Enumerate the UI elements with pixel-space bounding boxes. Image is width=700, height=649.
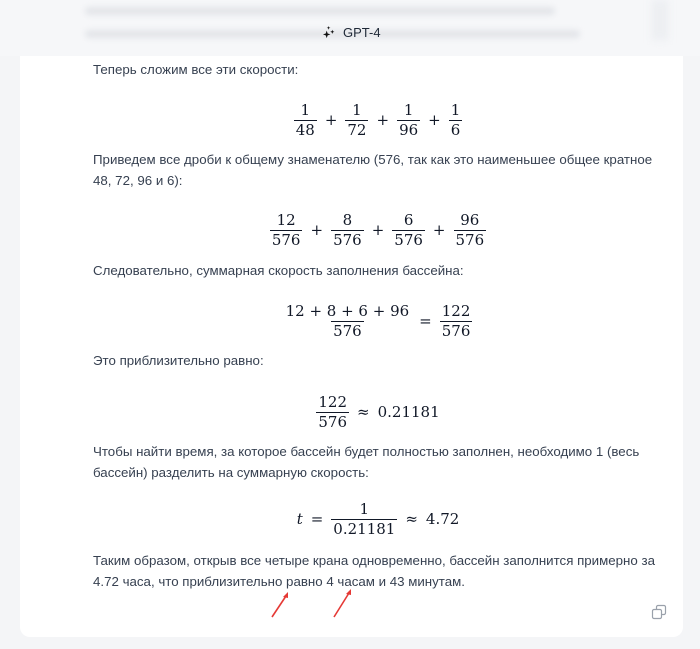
equation-sum-fractions: $\frac{1}{48}$ + $\frac{1}{72}$ + $\frac{1}{96}$ + $\frac{1}{6}$ — [295, 101, 461, 139]
fraction: $\frac{96}{576}$ — [455, 211, 485, 249]
equation-approx: $\frac{122}{576}$ ≈ 0.21181 — [318, 393, 440, 431]
paragraph-time-intro: Чтобы найти время, за которое бассейн будет полностью заполнен, необходимо 1 (весь бассейн) разделить на суммарную скорость: — [93, 444, 640, 480]
fraction: $\frac{1}{72}$ — [347, 101, 367, 139]
fraction: $\frac{122}{576}$ — [318, 393, 348, 431]
model-selector[interactable] — [322, 25, 381, 40]
paragraph-intro-sum: Теперь сложим все эти скорости: — [93, 62, 299, 77]
assistant-message-card — [20, 56, 683, 637]
sparkles-icon — [322, 25, 337, 40]
chat-header — [0, 0, 700, 56]
fraction: $\frac{122}{576}$ — [441, 302, 471, 340]
fraction: $\frac{1}{6}$ — [450, 101, 461, 139]
time-value: 4.72 — [425, 510, 460, 528]
paragraph-total-speed: Следовательно, суммарная скорость заполнения бассейна: — [93, 263, 464, 278]
fraction: $\frac{6}{576}$ — [394, 211, 423, 249]
fraction: $\frac{8}{576}$ — [333, 211, 362, 249]
time-variable: t — [296, 510, 303, 528]
equation-time: t = $\frac{1}{0.21181}$ ≈ 4.72 — [296, 500, 460, 538]
approx-value: 0.21181 — [377, 403, 440, 421]
blurred-list-item — [85, 7, 555, 15]
paragraph-approx: Это приблизительно равно: — [93, 353, 264, 368]
fraction: $\frac{1}{96}$ — [399, 101, 419, 139]
equation-total: $\frac{12 + 8 + 6 + 96}{576}$ = $\frac{122}{576}$ — [285, 302, 471, 340]
paragraph-common-denominator: Приведем все дроби к общему знаменателю (576, так как это наименьшее общее кратное 48, 72, 96 и 6): — [93, 152, 653, 188]
equation-common-fractions: $\frac{12}{576}$ + $\frac{8}{576}$ + $\frac{6}{576}$ + $\frac{96}{576}$ — [271, 211, 485, 249]
blurred-scrollbar — [652, 0, 668, 40]
model-name: GPT-4 — [343, 25, 381, 40]
fraction: $\frac{1}{48}$ — [295, 101, 315, 139]
fraction: $\frac{1}{0.21181}$ — [333, 500, 396, 538]
copy-icon[interactable] — [651, 604, 667, 620]
paragraph-conclusion: Таким образом, открыв все четыре крана одновременно, бассейн заполнится примерно за 4.72 часа, что приблизительно равно 4 часам и 43 минутам. — [93, 553, 655, 589]
fraction: $\frac{12 + 8 + 6 + 96}{576}$ — [285, 302, 410, 340]
fraction: $\frac{12}{576}$ — [271, 211, 301, 249]
